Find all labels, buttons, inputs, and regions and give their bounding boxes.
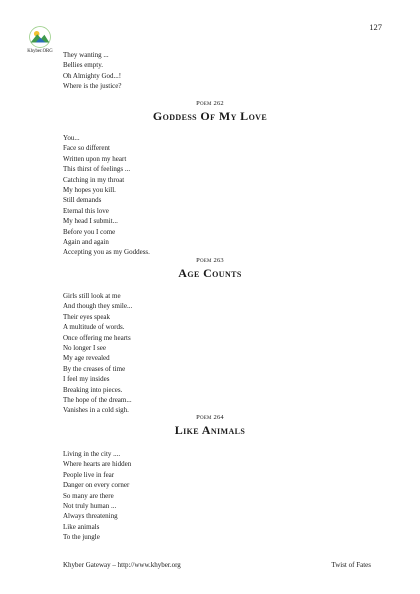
footer-book-title: Twist of Fates <box>331 561 371 569</box>
poem-line: Vanishes in a cold sigh. <box>63 406 129 415</box>
mountain-sun-icon <box>29 26 51 48</box>
poem-line: I feel my insides <box>63 375 110 384</box>
poem-line: Again and again <box>63 238 109 247</box>
poem-line: No longer I see <box>63 344 106 353</box>
poem-title: Like Animals <box>174 423 246 437</box>
poem-line: Like animals <box>63 522 100 531</box>
poem-line: A multitude of words. <box>63 323 125 332</box>
intro-stanza <box>63 50 122 92</box>
poem-line: And though they smile... <box>63 302 133 311</box>
poem-body <box>63 449 131 543</box>
poem-line: People live in fear <box>63 470 115 479</box>
page-number: 127 <box>369 22 382 32</box>
poem-line: This thirst of feelings ... <box>63 165 131 174</box>
poem-number: Poem 263 <box>196 257 224 264</box>
poem-line: Face so different <box>63 144 110 153</box>
poem-title: Age Counts <box>178 266 242 280</box>
poem-line: The hope of the dream... <box>63 396 132 405</box>
poem-line: Living in the city .... <box>63 450 121 458</box>
poem-line: My head I submit... <box>63 217 118 226</box>
poem-line: So many are there <box>63 491 114 500</box>
poem-line: Danger on every corner <box>63 481 130 490</box>
poem-line: Their eyes speak <box>63 312 111 321</box>
poem-line: You... <box>63 134 80 142</box>
poem-body <box>63 133 150 258</box>
logo-text: Khyber.ORG <box>27 49 53 54</box>
poem-line: Not truly human ... <box>63 502 117 511</box>
poem-line: Girls still look at me <box>63 292 121 300</box>
poem-title: Goddess Of My Love <box>152 109 268 123</box>
poem-line: Accepting you as my Goddess. <box>63 248 150 257</box>
poem-line: Still demands <box>63 196 102 205</box>
poem-number: Poem 262 <box>196 100 224 107</box>
poem-line: To the jungle <box>63 533 100 542</box>
footer-site-link[interactable]: Khyber Gateway – http://www.khyber.org <box>63 561 181 569</box>
poem-line: Bellies empty. <box>63 61 103 70</box>
poem-line: Written upon my heart <box>63 154 127 163</box>
site-logo <box>22 26 58 54</box>
poem-line: Oh Almighty God...! <box>63 71 122 80</box>
poem-line: By the creases of time <box>63 364 126 373</box>
poem-line: They wanting ... <box>63 51 109 59</box>
poem-number: Poem 264 <box>196 414 224 421</box>
poem-line: Always threatening <box>63 512 118 521</box>
poem-line: My age revealed <box>63 354 110 363</box>
poem-line: My hopes you kill. <box>63 186 116 195</box>
poem-line: Breaking into pieces. <box>63 385 123 394</box>
poem-line: Where hearts are hidden <box>63 460 132 469</box>
poem-line: Eternal this love <box>63 206 109 215</box>
poem-body <box>63 291 132 416</box>
poem-line: Once offering me hearts <box>63 333 131 342</box>
poem-line: Where is the justice? <box>63 82 122 91</box>
poem-line: Catching in my throat <box>63 175 125 184</box>
poem-line: Before you I come <box>63 227 116 236</box>
